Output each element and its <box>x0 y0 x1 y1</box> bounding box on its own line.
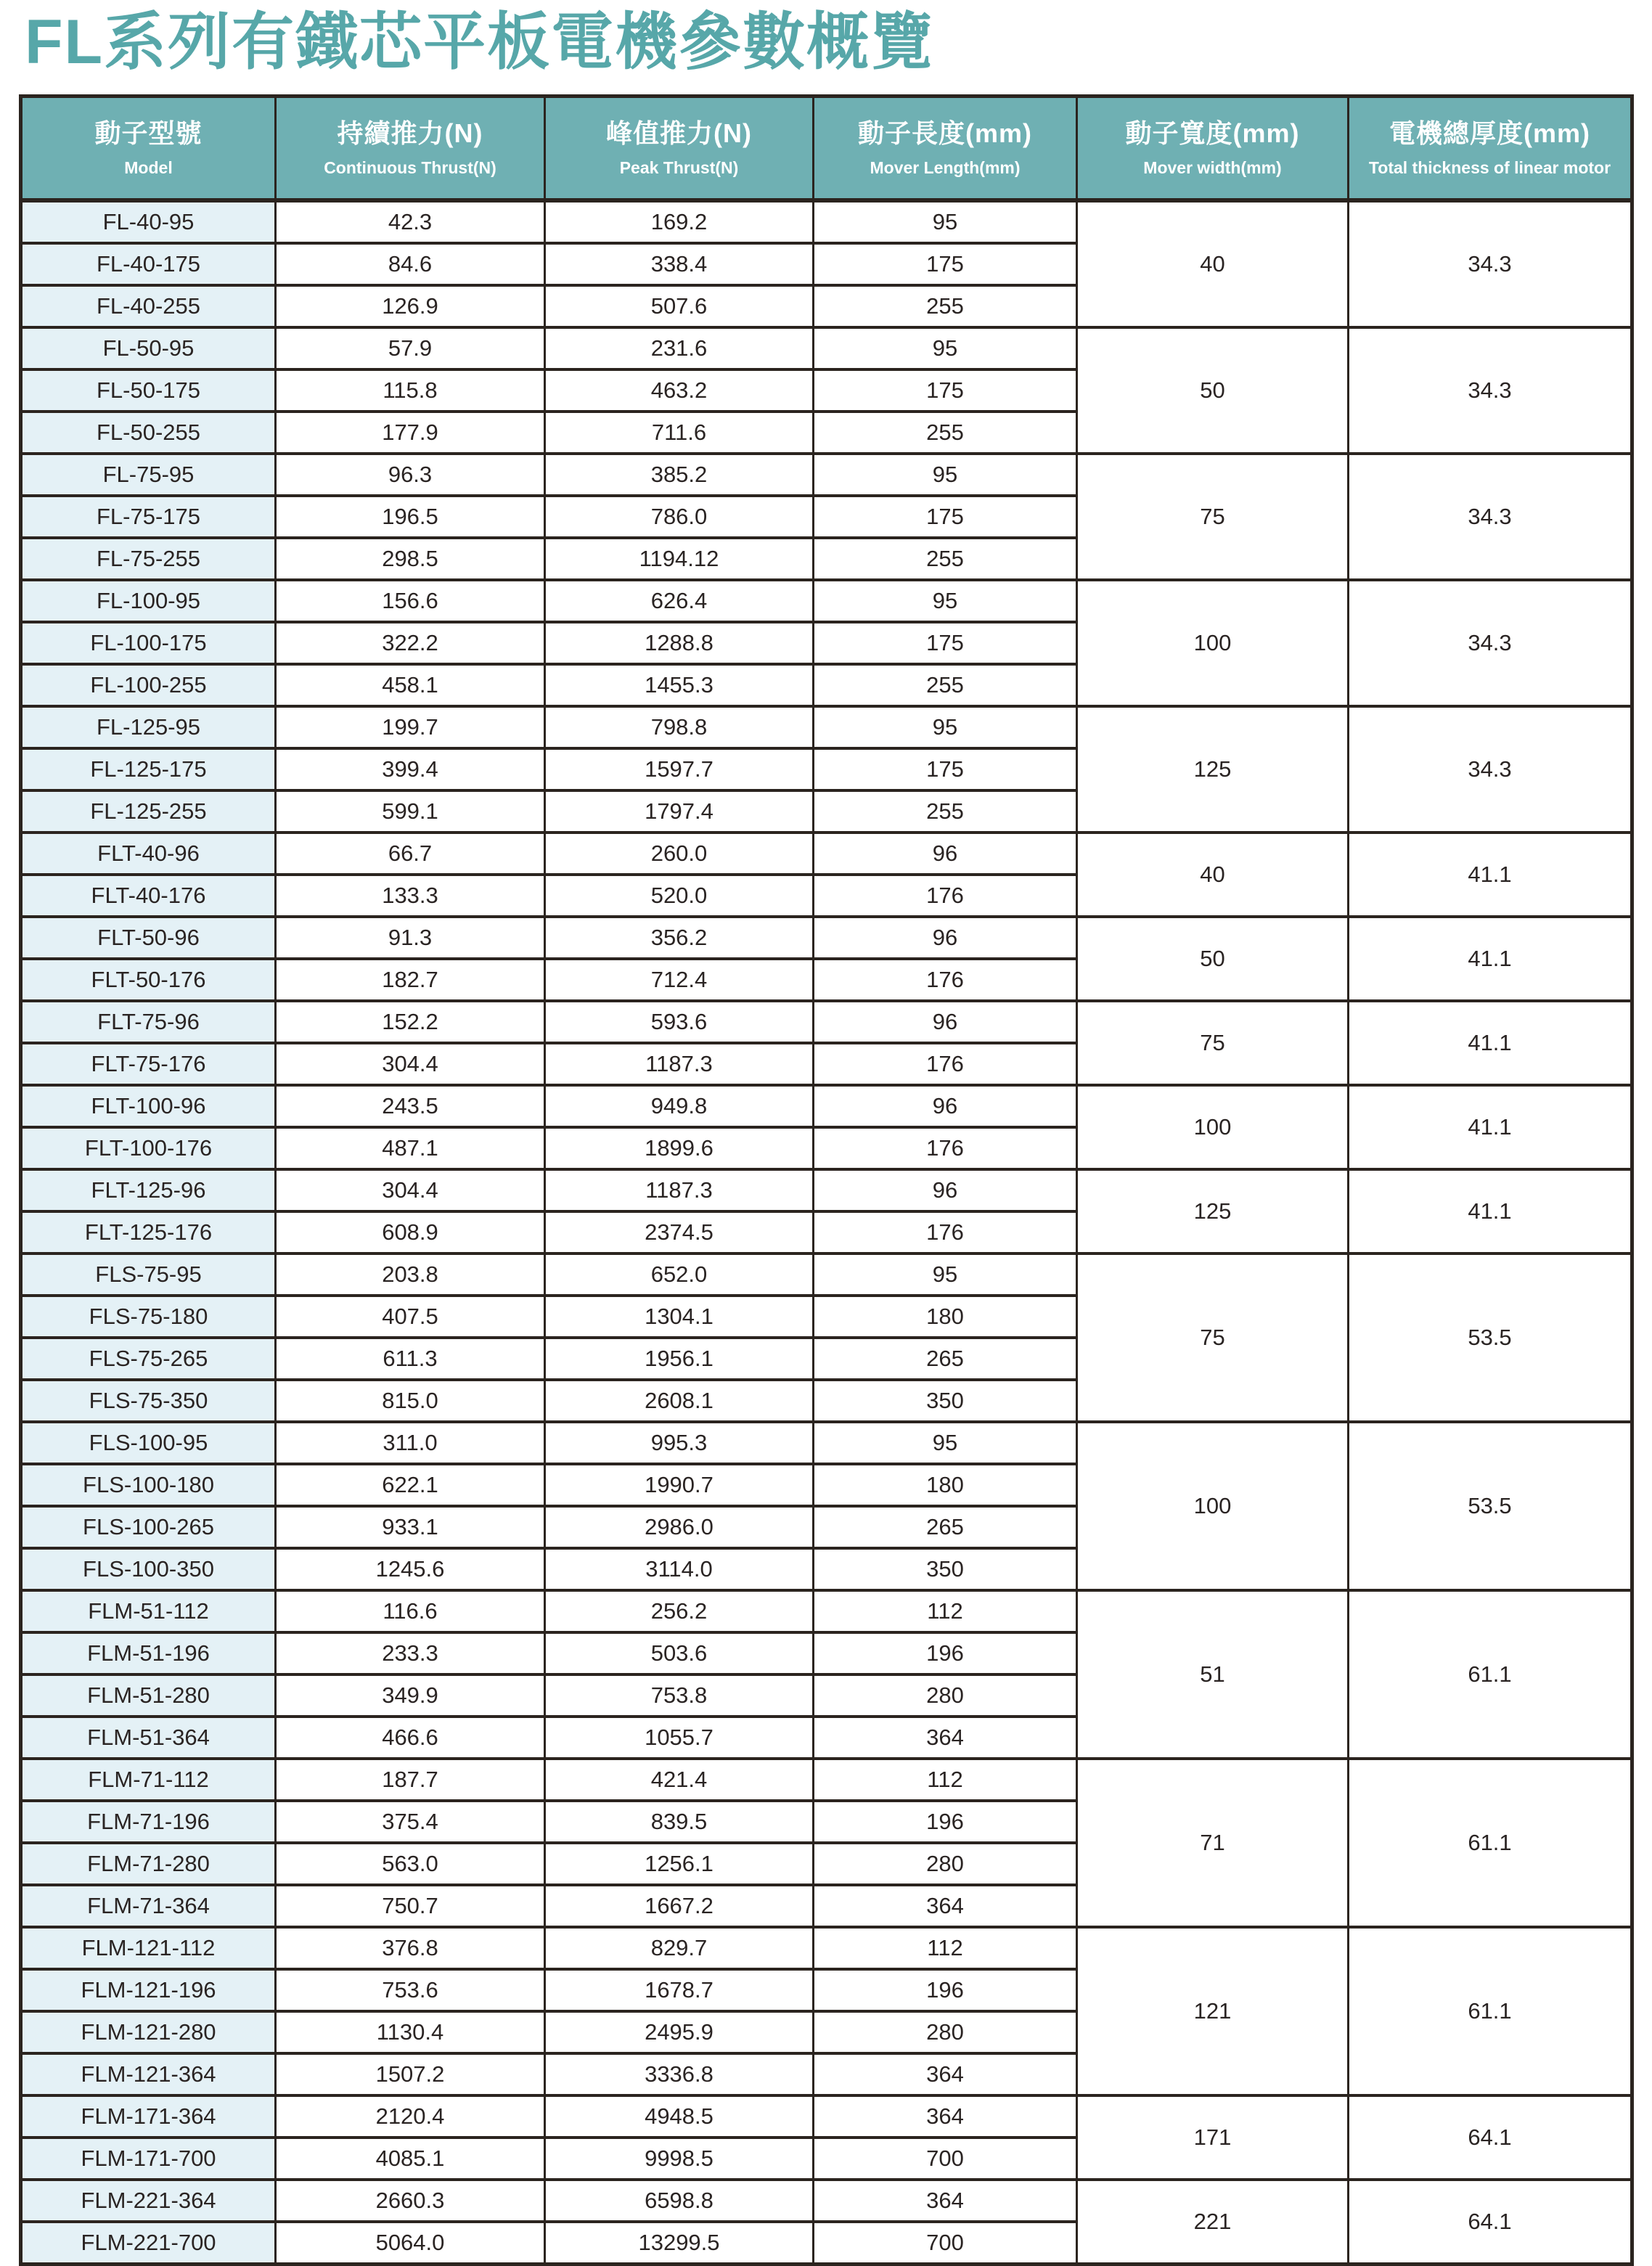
table-row <box>21 1927 1632 1969</box>
mover-length-cell: 180 <box>814 1464 1077 1506</box>
peak-thrust-cell: 463.2 <box>545 369 814 412</box>
continuous-thrust-cell: 1245.6 <box>276 1548 545 1590</box>
total-thickness-cell: 64.1 <box>1349 2095 1632 2180</box>
total-thickness-cell: 34.3 <box>1349 454 1632 580</box>
model-cell: FL-50-175 <box>21 369 276 412</box>
mover-length-cell: 364 <box>814 1885 1077 1927</box>
mover-length-cell: 96 <box>814 1085 1077 1127</box>
model-cell: FLM-71-112 <box>21 1759 276 1801</box>
mover-length-cell: 96 <box>814 917 1077 959</box>
continuous-thrust-cell: 2660.3 <box>276 2180 545 2222</box>
continuous-thrust-cell: 133.3 <box>276 875 545 917</box>
continuous-thrust-cell: 115.8 <box>276 369 545 412</box>
continuous-thrust-cell: 375.4 <box>276 1801 545 1843</box>
model-cell: FLM-121-196 <box>21 1969 276 2011</box>
peak-thrust-cell: 1055.7 <box>545 1717 814 1759</box>
mover-length-cell: 255 <box>814 285 1077 327</box>
continuous-thrust-cell: 42.3 <box>276 200 545 243</box>
continuous-thrust-cell: 322.2 <box>276 622 545 664</box>
model-cell: FLT-50-176 <box>21 959 276 1001</box>
total-thickness-cell: 34.3 <box>1349 706 1632 833</box>
mover-length-cell: 95 <box>814 580 1077 622</box>
header-mover-length <box>814 97 1077 201</box>
table-row <box>21 1085 1632 1127</box>
header-total-thickness <box>1349 97 1632 201</box>
mover-length-cell: 112 <box>814 1759 1077 1801</box>
continuous-thrust-cell: 815.0 <box>276 1380 545 1422</box>
peak-thrust-cell: 338.4 <box>545 243 814 285</box>
model-cell: FLS-75-95 <box>21 1253 276 1296</box>
continuous-thrust-cell: 203.8 <box>276 1253 545 1296</box>
header-model-zh: 動子型號 <box>94 118 203 148</box>
mover-length-cell: 95 <box>814 454 1077 496</box>
continuous-thrust-cell: 233.3 <box>276 1632 545 1674</box>
mover-length-cell: 255 <box>814 538 1077 580</box>
model-cell: FLT-100-176 <box>21 1127 276 1169</box>
peak-thrust-cell: 256.2 <box>545 1590 814 1632</box>
peak-thrust-cell: 786.0 <box>545 496 814 538</box>
table-row <box>21 833 1632 875</box>
model-cell: FLT-75-96 <box>21 1001 276 1043</box>
model-cell: FLS-100-95 <box>21 1422 276 1464</box>
continuous-thrust-cell: 126.9 <box>276 285 545 327</box>
mover-width-cell: 100 <box>1077 1422 1349 1590</box>
mover-length-cell: 176 <box>814 1043 1077 1085</box>
total-thickness-cell: 34.3 <box>1349 580 1632 706</box>
mover-width-cell: 121 <box>1077 1927 1349 2095</box>
total-thickness-cell: 61.1 <box>1349 1759 1632 1927</box>
peak-thrust-cell: 1194.12 <box>545 538 814 580</box>
table-row <box>21 2095 1632 2138</box>
motor-spec-table <box>19 94 1634 2266</box>
model-cell: FLM-221-364 <box>21 2180 276 2222</box>
peak-thrust-cell: 6598.8 <box>545 2180 814 2222</box>
table-row <box>21 1422 1632 1464</box>
peak-thrust-cell: 626.4 <box>545 580 814 622</box>
mover-width-cell: 221 <box>1077 2180 1349 2265</box>
model-cell: FL-75-95 <box>21 454 276 496</box>
header-mover-length-en: Mover Length(mm) <box>870 158 1021 177</box>
mover-length-cell: 96 <box>814 833 1077 875</box>
header-mover-width-en: Mover width(mm) <box>1143 158 1282 177</box>
mover-length-cell: 95 <box>814 1422 1077 1464</box>
continuous-thrust-cell: 311.0 <box>276 1422 545 1464</box>
continuous-thrust-cell: 1130.4 <box>276 2011 545 2053</box>
model-cell: FLM-51-364 <box>21 1717 276 1759</box>
header-continuous-thrust-en: Continuous Thrust(N) <box>324 158 496 177</box>
mover-length-cell: 175 <box>814 496 1077 538</box>
model-cell: FLT-50-96 <box>21 917 276 959</box>
mover-width-cell: 125 <box>1077 706 1349 833</box>
peak-thrust-cell: 4948.5 <box>545 2095 814 2138</box>
mover-length-cell: 175 <box>814 369 1077 412</box>
mover-length-cell: 175 <box>814 622 1077 664</box>
peak-thrust-cell: 3336.8 <box>545 2053 814 2095</box>
table-row <box>21 1759 1632 1801</box>
continuous-thrust-cell: 66.7 <box>276 833 545 875</box>
model-cell: FLM-51-196 <box>21 1632 276 1674</box>
mover-length-cell: 176 <box>814 1127 1077 1169</box>
mover-width-cell: 40 <box>1077 200 1349 327</box>
total-thickness-cell: 53.5 <box>1349 1253 1632 1422</box>
continuous-thrust-cell: 84.6 <box>276 243 545 285</box>
continuous-thrust-cell: 466.6 <box>276 1717 545 1759</box>
continuous-thrust-cell: 116.6 <box>276 1590 545 1632</box>
total-thickness-cell: 53.5 <box>1349 1422 1632 1590</box>
peak-thrust-cell: 1304.1 <box>545 1296 814 1338</box>
model-cell: FL-125-175 <box>21 748 276 790</box>
mover-length-cell: 176 <box>814 875 1077 917</box>
continuous-thrust-cell: 196.5 <box>276 496 545 538</box>
peak-thrust-cell: 2495.9 <box>545 2011 814 2053</box>
header-model-en: Model <box>124 158 173 177</box>
peak-thrust-cell: 1956.1 <box>545 1338 814 1380</box>
model-cell: FLT-40-176 <box>21 875 276 917</box>
peak-thrust-cell: 1678.7 <box>545 1969 814 2011</box>
continuous-thrust-cell: 622.1 <box>276 1464 545 1506</box>
mover-width-cell: 50 <box>1077 327 1349 454</box>
peak-thrust-cell: 356.2 <box>545 917 814 959</box>
header-mover-length-zh: 動子長度(mm) <box>858 118 1032 148</box>
header-mover-width-zh: 動子寬度(mm) <box>1125 118 1300 148</box>
peak-thrust-cell: 2374.5 <box>545 1211 814 1253</box>
mover-length-cell: 112 <box>814 1590 1077 1632</box>
peak-thrust-cell: 520.0 <box>545 875 814 917</box>
mover-width-cell: 125 <box>1077 1169 1349 1253</box>
model-cell: FL-40-95 <box>21 200 276 243</box>
continuous-thrust-cell: 608.9 <box>276 1211 545 1253</box>
continuous-thrust-cell: 304.4 <box>276 1169 545 1211</box>
table-row <box>21 327 1632 369</box>
model-cell: FLM-121-280 <box>21 2011 276 2053</box>
mover-width-cell: 71 <box>1077 1759 1349 1927</box>
model-cell: FLS-100-180 <box>21 1464 276 1506</box>
continuous-thrust-cell: 187.7 <box>276 1759 545 1801</box>
header-total-thickness-zh: 電機總厚度(mm) <box>1389 118 1590 148</box>
model-cell: FLM-121-112 <box>21 1927 276 1969</box>
continuous-thrust-cell: 199.7 <box>276 706 545 748</box>
header-total-thickness-en: Total thickness of linear motor <box>1368 158 1611 177</box>
peak-thrust-cell: 1288.8 <box>545 622 814 664</box>
peak-thrust-cell: 385.2 <box>545 454 814 496</box>
peak-thrust-cell: 2986.0 <box>545 1506 814 1548</box>
mover-width-cell: 40 <box>1077 833 1349 917</box>
mover-length-cell: 176 <box>814 959 1077 1001</box>
peak-thrust-cell: 652.0 <box>545 1253 814 1296</box>
table-row <box>21 706 1632 748</box>
mover-length-cell: 112 <box>814 1927 1077 1969</box>
total-thickness-cell: 64.1 <box>1349 2180 1632 2265</box>
mover-length-cell: 255 <box>814 790 1077 833</box>
peak-thrust-cell: 798.8 <box>545 706 814 748</box>
continuous-thrust-cell: 349.9 <box>276 1674 545 1717</box>
continuous-thrust-cell: 750.7 <box>276 1885 545 1927</box>
peak-thrust-cell: 839.5 <box>545 1801 814 1843</box>
header-mover-width <box>1077 97 1349 201</box>
mover-length-cell: 176 <box>814 1211 1077 1253</box>
continuous-thrust-cell: 5064.0 <box>276 2222 545 2265</box>
model-cell: FLM-51-112 <box>21 1590 276 1632</box>
peak-thrust-cell: 231.6 <box>545 327 814 369</box>
continuous-thrust-cell: 376.8 <box>276 1927 545 1969</box>
continuous-thrust-cell: 1507.2 <box>276 2053 545 2095</box>
peak-thrust-cell: 1187.3 <box>545 1043 814 1085</box>
table-row <box>21 200 1632 243</box>
model-cell: FL-100-175 <box>21 622 276 664</box>
header-continuous-thrust-zh: 持續推力(N) <box>337 118 483 148</box>
total-thickness-cell: 41.1 <box>1349 917 1632 1001</box>
mover-length-cell: 95 <box>814 1253 1077 1296</box>
model-cell: FLT-40-96 <box>21 833 276 875</box>
table-row <box>21 2180 1632 2222</box>
model-cell: FLM-71-364 <box>21 1885 276 1927</box>
continuous-thrust-cell: 753.6 <box>276 1969 545 2011</box>
mover-length-cell: 265 <box>814 1506 1077 1548</box>
model-cell: FLM-221-700 <box>21 2222 276 2265</box>
peak-thrust-cell: 1797.4 <box>545 790 814 833</box>
mover-width-cell: 50 <box>1077 917 1349 1001</box>
model-cell: FLS-100-265 <box>21 1506 276 1548</box>
model-cell: FLT-75-176 <box>21 1043 276 1085</box>
table-row <box>21 580 1632 622</box>
mover-length-cell: 196 <box>814 1969 1077 2011</box>
mover-length-cell: 196 <box>814 1632 1077 1674</box>
peak-thrust-cell: 1990.7 <box>545 1464 814 1506</box>
peak-thrust-cell: 753.8 <box>545 1674 814 1717</box>
peak-thrust-cell: 2608.1 <box>545 1380 814 1422</box>
header-row <box>21 97 1632 201</box>
peak-thrust-cell: 949.8 <box>545 1085 814 1127</box>
mover-length-cell: 175 <box>814 243 1077 285</box>
continuous-thrust-cell: 152.2 <box>276 1001 545 1043</box>
peak-thrust-cell: 169.2 <box>545 200 814 243</box>
peak-thrust-cell: 503.6 <box>545 1632 814 1674</box>
spec-table-body <box>21 200 1632 2265</box>
continuous-thrust-cell: 91.3 <box>276 917 545 959</box>
mover-length-cell: 700 <box>814 2138 1077 2180</box>
model-cell: FLM-171-700 <box>21 2138 276 2180</box>
continuous-thrust-cell: 298.5 <box>276 538 545 580</box>
header-continuous-thrust <box>276 97 545 201</box>
mover-length-cell: 700 <box>814 2222 1077 2265</box>
header-peak-thrust-en: Peak Thrust(N) <box>619 158 739 177</box>
total-thickness-cell: 34.3 <box>1349 327 1632 454</box>
mover-length-cell: 364 <box>814 2095 1077 2138</box>
mover-width-cell: 100 <box>1077 1085 1349 1169</box>
total-thickness-cell: 41.1 <box>1349 833 1632 917</box>
peak-thrust-cell: 1187.3 <box>545 1169 814 1211</box>
mover-length-cell: 196 <box>814 1801 1077 1843</box>
continuous-thrust-cell: 304.4 <box>276 1043 545 1085</box>
model-cell: FL-50-95 <box>21 327 276 369</box>
total-thickness-cell: 34.3 <box>1349 200 1632 327</box>
mover-length-cell: 255 <box>814 664 1077 706</box>
mover-length-cell: 95 <box>814 706 1077 748</box>
model-cell: FLM-71-196 <box>21 1801 276 1843</box>
continuous-thrust-cell: 611.3 <box>276 1338 545 1380</box>
model-cell: FLM-171-364 <box>21 2095 276 2138</box>
model-cell: FL-100-255 <box>21 664 276 706</box>
peak-thrust-cell: 711.6 <box>545 412 814 454</box>
continuous-thrust-cell: 563.0 <box>276 1843 545 1885</box>
mover-length-cell: 280 <box>814 1674 1077 1717</box>
table-row <box>21 1590 1632 1632</box>
model-cell: FL-40-175 <box>21 243 276 285</box>
continuous-thrust-cell: 177.9 <box>276 412 545 454</box>
model-cell: FLS-75-350 <box>21 1380 276 1422</box>
table-row <box>21 1169 1632 1211</box>
mover-length-cell: 364 <box>814 2180 1077 2222</box>
table-header <box>21 97 1632 201</box>
model-cell: FL-125-95 <box>21 706 276 748</box>
model-cell: FLT-100-96 <box>21 1085 276 1127</box>
mover-length-cell: 175 <box>814 748 1077 790</box>
model-cell: FLM-121-364 <box>21 2053 276 2095</box>
mover-width-cell: 75 <box>1077 1253 1349 1422</box>
mover-length-cell: 364 <box>814 1717 1077 1759</box>
mover-length-cell: 350 <box>814 1380 1077 1422</box>
table-row <box>21 1001 1632 1043</box>
total-thickness-cell: 41.1 <box>1349 1001 1632 1085</box>
model-cell: FLM-51-280 <box>21 1674 276 1717</box>
header-peak-thrust <box>545 97 814 201</box>
mover-length-cell: 96 <box>814 1169 1077 1211</box>
peak-thrust-cell: 1455.3 <box>545 664 814 706</box>
continuous-thrust-cell: 96.3 <box>276 454 545 496</box>
continuous-thrust-cell: 399.4 <box>276 748 545 790</box>
peak-thrust-cell: 507.6 <box>545 285 814 327</box>
mover-length-cell: 96 <box>814 1001 1077 1043</box>
table-row <box>21 917 1632 959</box>
model-cell: FLS-75-180 <box>21 1296 276 1338</box>
mover-width-cell: 171 <box>1077 2095 1349 2180</box>
continuous-thrust-cell: 243.5 <box>276 1085 545 1127</box>
peak-thrust-cell: 1899.6 <box>545 1127 814 1169</box>
continuous-thrust-cell: 2120.4 <box>276 2095 545 2138</box>
continuous-thrust-cell: 599.1 <box>276 790 545 833</box>
model-cell: FL-50-255 <box>21 412 276 454</box>
mover-width-cell: 100 <box>1077 580 1349 706</box>
total-thickness-cell: 61.1 <box>1349 1927 1632 2095</box>
continuous-thrust-cell: 933.1 <box>276 1506 545 1548</box>
continuous-thrust-cell: 458.1 <box>276 664 545 706</box>
model-cell: FL-75-255 <box>21 538 276 580</box>
peak-thrust-cell: 712.4 <box>545 959 814 1001</box>
table-row <box>21 1253 1632 1296</box>
mover-width-cell: 75 <box>1077 1001 1349 1085</box>
mover-length-cell: 95 <box>814 200 1077 243</box>
mover-length-cell: 280 <box>814 1843 1077 1885</box>
total-thickness-cell: 61.1 <box>1349 1590 1632 1759</box>
mover-length-cell: 280 <box>814 2011 1077 2053</box>
model-cell: FL-125-255 <box>21 790 276 833</box>
peak-thrust-cell: 260.0 <box>545 833 814 875</box>
mover-length-cell: 95 <box>814 327 1077 369</box>
peak-thrust-cell: 1667.2 <box>545 1885 814 1927</box>
mover-length-cell: 255 <box>814 412 1077 454</box>
peak-thrust-cell: 13299.5 <box>545 2222 814 2265</box>
page-title: FL系列有鐵芯平板電機參數概覽 <box>25 7 935 77</box>
continuous-thrust-cell: 407.5 <box>276 1296 545 1338</box>
mover-width-cell: 75 <box>1077 454 1349 580</box>
mover-length-cell: 350 <box>814 1548 1077 1590</box>
mover-length-cell: 180 <box>814 1296 1077 1338</box>
model-cell: FLT-125-176 <box>21 1211 276 1253</box>
mover-width-cell: 51 <box>1077 1590 1349 1759</box>
peak-thrust-cell: 3114.0 <box>545 1548 814 1590</box>
peak-thrust-cell: 9998.5 <box>545 2138 814 2180</box>
model-cell: FL-100-95 <box>21 580 276 622</box>
peak-thrust-cell: 593.6 <box>545 1001 814 1043</box>
model-cell: FLM-71-280 <box>21 1843 276 1885</box>
model-cell: FL-40-255 <box>21 285 276 327</box>
continuous-thrust-cell: 487.1 <box>276 1127 545 1169</box>
mover-length-cell: 364 <box>814 2053 1077 2095</box>
total-thickness-cell: 41.1 <box>1349 1085 1632 1169</box>
model-cell: FLS-75-265 <box>21 1338 276 1380</box>
continuous-thrust-cell: 57.9 <box>276 327 545 369</box>
continuous-thrust-cell: 182.7 <box>276 959 545 1001</box>
peak-thrust-cell: 995.3 <box>545 1422 814 1464</box>
continuous-thrust-cell: 156.6 <box>276 580 545 622</box>
peak-thrust-cell: 1256.1 <box>545 1843 814 1885</box>
header-model <box>21 97 276 201</box>
mover-length-cell: 265 <box>814 1338 1077 1380</box>
peak-thrust-cell: 1597.7 <box>545 748 814 790</box>
model-cell: FLS-100-350 <box>21 1548 276 1590</box>
continuous-thrust-cell: 4085.1 <box>276 2138 545 2180</box>
model-cell: FLT-125-96 <box>21 1169 276 1211</box>
total-thickness-cell: 41.1 <box>1349 1169 1632 1253</box>
model-cell: FL-75-175 <box>21 496 276 538</box>
peak-thrust-cell: 421.4 <box>545 1759 814 1801</box>
peak-thrust-cell: 829.7 <box>545 1927 814 1969</box>
table-row <box>21 454 1632 496</box>
header-peak-thrust-zh: 峰值推力(N) <box>606 118 752 148</box>
